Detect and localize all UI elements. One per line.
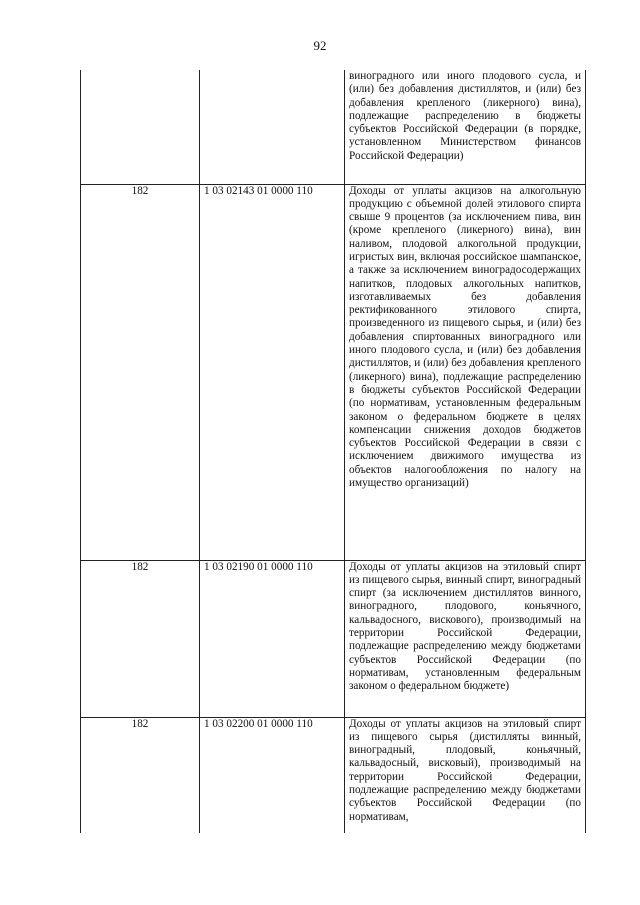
revenue-classification-table bbox=[80, 70, 586, 833]
description-cell: Доходы от уплаты акцизов на этиловый спирт из пищевого сырья (дистилляты винный, виноградный, плодовый, коньячный, кальвадосный, висковый), производимый на территории Российской Федерации, подлежащие распределению между бюджетами субъектов Российской Федерации (по нормативам, bbox=[345, 717, 586, 833]
table-row bbox=[81, 70, 586, 184]
admin-code-cell bbox=[81, 70, 200, 184]
description-cell: Доходы от уплаты акцизов на алкогольную продукцию с объемной долей этилового спирта свыше 9 процентов (за исключением пива, вин (кроме крепленого (ликерного) вина), вин наливом, плодовой алкогольной продукции, игристых вин, включая российское шампанское, а также за исключением виноградосодержащих напитков, плодовых алкогольных напитков, изготавливаемых без добавления ректификованного этилового спирта, произведенного из пищевого сырья, и (или) без добавления спиртованных виноградного или иного плодового сусла, и (или) без добавления дистиллятов, и (или) без добавления крепленого (ликерного) вина), подлежащие распределению в бюджеты субъектов Российской Федерации (по нормативам, установленным федеральным законом о федеральном бюджете в целях компенсации снижения доходов бюджетов субъектов Российской Федерации в связи с исключением движимого имущества из объектов налогообложения по налогу на имущество организаций) bbox=[345, 184, 586, 560]
admin-code-cell: 182 bbox=[81, 717, 200, 833]
kbk-code-cell: 1 03 02190 01 0000 110 bbox=[200, 560, 345, 717]
kbk-code-cell: 1 03 02200 01 0000 110 bbox=[200, 717, 345, 833]
description-cell: виноградного или иного плодового сусла, и (или) без добавления дистиллятов, и (или) без добавления крепленого (ликерного) вина), подлежащие распределению в бюджеты субъектов Российской Федерации (в порядке, установленном Министерством финансов Российской Федерации) bbox=[345, 70, 586, 184]
table-row bbox=[81, 184, 586, 560]
page-number: 92 bbox=[313, 38, 327, 53]
kbk-code-cell bbox=[200, 70, 345, 184]
table-row bbox=[81, 717, 586, 833]
kbk-code-cell: 1 03 02143 01 0000 110 bbox=[200, 184, 345, 560]
description-cell: Доходы от уплаты акцизов на этиловый спирт из пищевого сырья, винный спирт, виноградный спирт (за исключением дистиллятов винного, виноградного, плодового, коньячного, кальвадосного, вискового), производимый на территории Российской Федерации, подлежащие распределению между бюджетами субъектов Российской Федерации (по нормативам, установленным федеральным законом о федеральном бюджете) bbox=[345, 560, 586, 717]
table-row bbox=[81, 560, 586, 717]
admin-code-cell: 182 bbox=[81, 560, 200, 717]
admin-code-cell: 182 bbox=[81, 184, 200, 560]
